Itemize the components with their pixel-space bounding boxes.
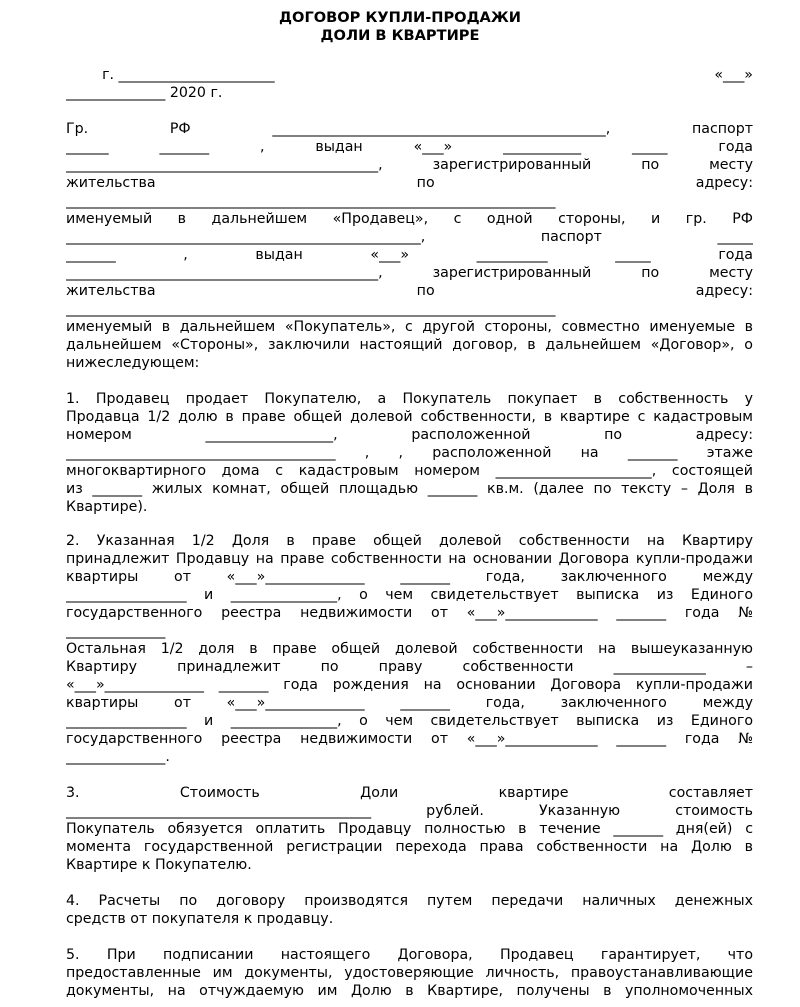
document-line: ______________________________________ , , расположенной на _______ этаже [66,445,753,461]
document-line: _____________________________________________________________________ [66,193,556,209]
document-line: «___»______________ _______ года рождения на основании Договора купли-продажи [66,677,753,693]
document-line: документы, на отчуждаемую им Долю в Квартире, получены в уполномоченных [66,983,753,999]
document-line: момента государственной регистрации перехода права собственности на Долю в [66,839,753,855]
document-line: _________________ и _______________, о чем свидетельствует выписка из Единого [66,587,753,603]
document-line: 4. Расчеты по договору производятся путем передачи наличных денежных [66,893,753,909]
document-line: 5. При подписании настоящего Договора, Продавец гарантирует, что [66,947,753,963]
document-line: ___________________________________________ рублей. Указанную стоимость [66,803,753,819]
document-line: многоквартирного дома с кадастровым номером ______________________, состоящей [66,463,753,479]
document-line: государственного реестра недвижимости от «___»_____________ _______ года № [66,605,753,621]
document-line: _________________ и _______________, о чем свидетельствует выписка из Единого [66,713,753,729]
document-line: 2. Указанная 1/2 Доля в праве общей долевой собственности на Квартиру [66,533,753,549]
document-line: жительства по адресу: [66,175,753,191]
document-line: нижеследующем: [66,355,200,371]
document-line: Покупатель обязуется оплатить Продавцу полностью в течение _______ дня(ей) с [66,821,753,837]
document-line: _____________________________________________________________________ [66,301,556,317]
document-line: 3. Стоимость Доли квартире составляет [66,785,753,801]
document-line: принадлежит Продавцу на праве собственности на основании Договора купли-продажи [66,551,753,567]
document-line: жительства по адресу: [66,283,753,299]
document-line: 1. Продавец продает Покупателю, а Покупатель покупает в собственность у [66,391,753,407]
document-line: ______ _______ , выдан «___» ___________ _____ года [66,139,753,155]
document-line: ______________ 2020 г. [66,85,223,101]
document-line: г. ______________________ [66,67,275,83]
document-line: Квартиру принадлежит по праву собственности _____________ – [66,659,753,675]
document-line: средств от покупателя к продавцу. [66,911,334,927]
document-line: Остальная 1/2 доля в праве общей долевой собственности на вышеуказанную [66,641,753,657]
document-line: из _______ жилых комнат, общей площадью _______ кв.м. (далее по тексту – Доля в [66,481,753,497]
document-line: номером __________________, расположенной по адресу: [66,427,753,443]
document-line: Продавца 1/2 долю в праве общей долевой собственности, в квартире с кадастровым [66,409,753,425]
document-line: ______________ [66,623,166,639]
document-line: квартиры от «___»______________ _______ года, заключенного между [66,695,753,711]
date-day-blank: «___» [714,67,753,83]
document-title-line-2: ДОЛИ В КВАРТИРЕ [320,27,480,44]
document-line: Квартире). [66,499,148,515]
document-line: государственного реестра недвижимости от «___»_____________ _______ года № [66,731,753,747]
document-line: дальнейшем «Стороны», заключили настоящий договор, в дальнейшем «Договор», о [66,337,753,353]
document-line: Квартире к Покупателю. [66,857,252,873]
document-line: __________________________________________________, паспорт _____ [66,229,753,245]
document-line: _______ , выдан «___» __________ _____ года [66,247,753,263]
document-line: Гр. РФ _______________________________________________, паспорт [66,121,753,137]
document-line: ____________________________________________, зарегистрированный по месту [66,265,753,281]
document-line: ____________________________________________, зарегистрированный по месту [66,157,753,173]
document-line: предоставленные им документы, удостоверяющие личность, правоустанавливающие [66,965,753,981]
document-line: именуемый в дальнейшем «Покупатель», с другой стороны, совместно именуемые в [66,319,753,335]
document-line: именуемый в дальнейшем «Продавец», с одной стороны, и гр. РФ [66,211,753,227]
document-line: ______________. [66,749,170,765]
document-line: квартиры от «___»______________ _______ года, заключенного между [66,569,753,585]
document-title-line-1: ДОГОВОР КУПЛИ-ПРОДАЖИ [279,9,521,26]
